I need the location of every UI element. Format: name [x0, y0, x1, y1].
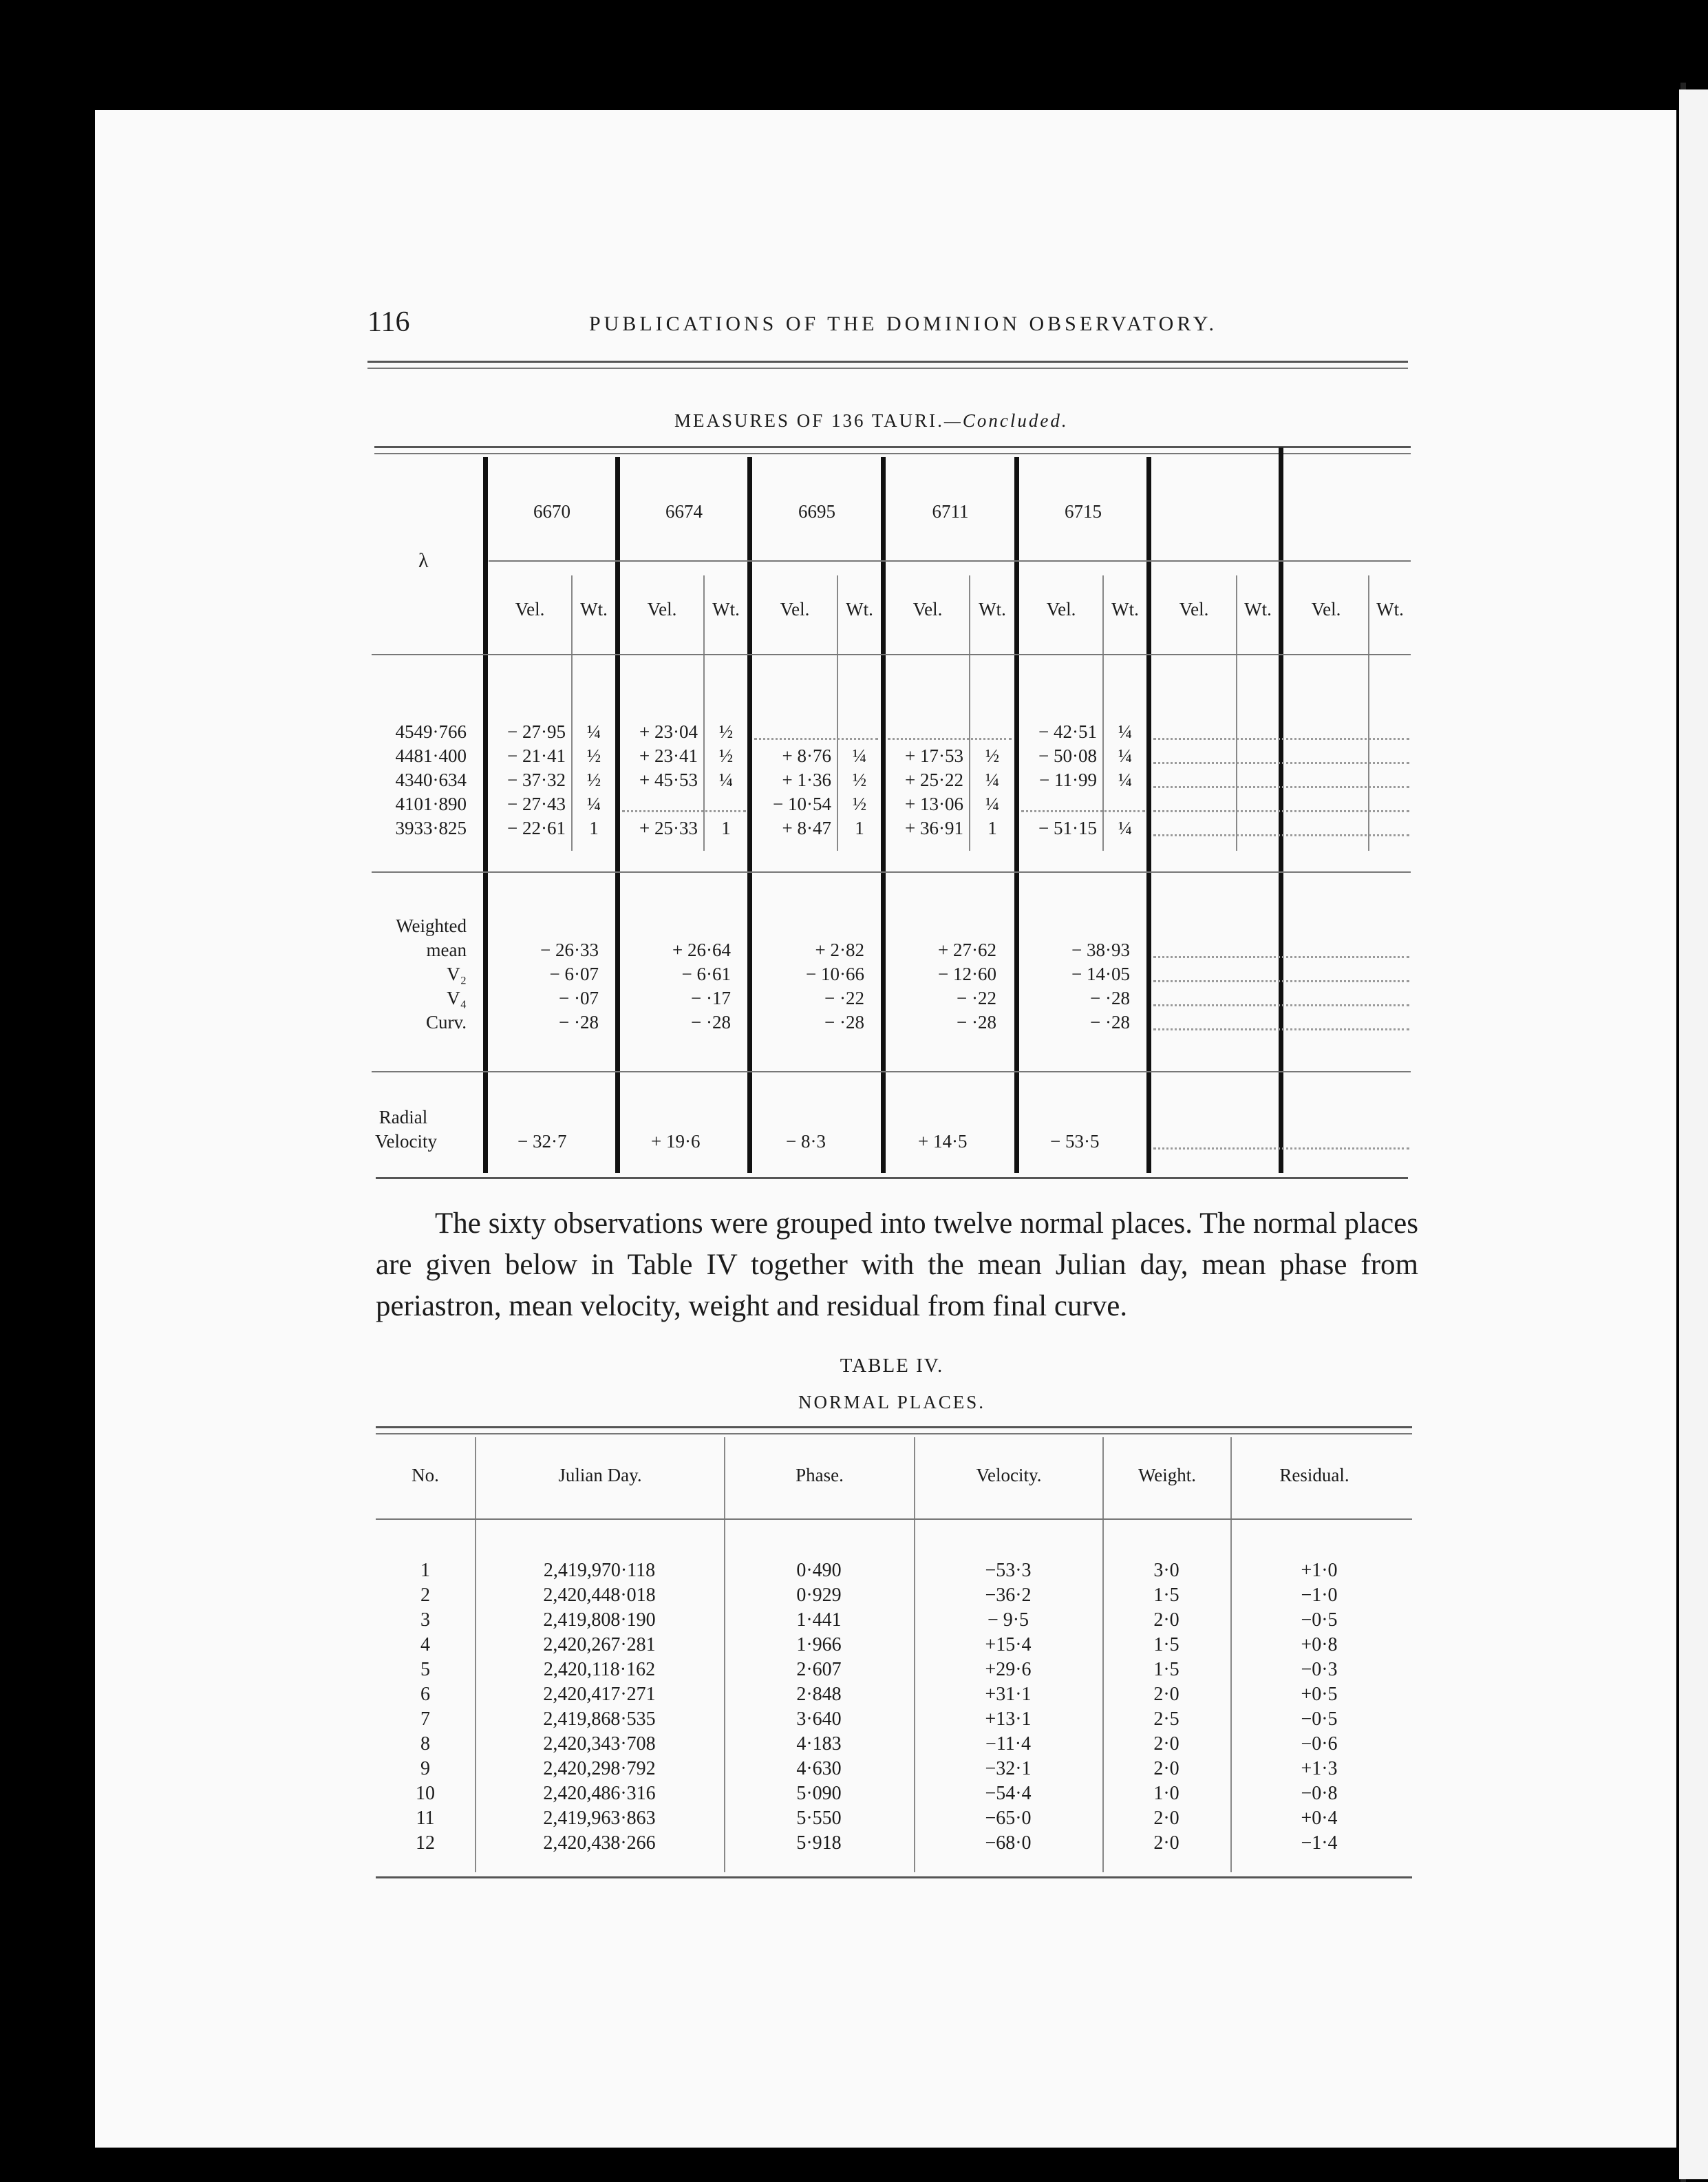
leader-dots	[1153, 786, 1409, 788]
weight-cell: 2·0	[1153, 1733, 1179, 1755]
wavelength: 4101·890	[395, 794, 467, 814]
leader-dots	[1153, 956, 1409, 958]
residual-cell: +0·5	[1301, 1684, 1338, 1705]
vel-value: − 22·61	[507, 818, 566, 838]
leader-dots	[1153, 1147, 1409, 1150]
measures-bottom-rule	[372, 871, 1411, 873]
lambda-label: λ	[418, 549, 429, 572]
leader-dots	[1153, 1028, 1409, 1030]
phase-cell: 0·490	[796, 1560, 842, 1581]
v2-value: − 14·05	[1071, 964, 1130, 984]
vel-value: + 25·22	[905, 770, 963, 790]
leader-dots	[1153, 834, 1409, 836]
row-number-cell: 2	[420, 1585, 430, 1606]
vel-value: + 36·91	[905, 818, 963, 838]
column-header: No.	[412, 1465, 439, 1485]
velocity-cell: −32·1	[985, 1758, 1032, 1779]
vel-value: − 11·99	[1039, 770, 1097, 790]
velocity-cell: +15·4	[985, 1634, 1032, 1655]
column-header: Julian Day.	[558, 1465, 642, 1485]
plate-number: 6715	[1065, 501, 1102, 522]
column-divider	[747, 457, 752, 1173]
header-inner-rule	[489, 560, 1411, 562]
row-number-cell: 10	[416, 1783, 435, 1804]
residual-cell: +0·4	[1301, 1808, 1338, 1829]
julian-day-cell: 2,419,963·863	[543, 1808, 656, 1829]
row-number-cell: 12	[416, 1832, 435, 1854]
weighted-mean-value: − 38·93	[1071, 940, 1130, 960]
wt-value: ½	[718, 721, 734, 742]
julian-day-cell: 2,420,343·708	[543, 1733, 656, 1755]
wt-header: Wt.	[979, 599, 1006, 619]
leader-dots	[1153, 738, 1409, 740]
v2-value: − 6·07	[549, 964, 599, 984]
residual-cell: −0·8	[1301, 1783, 1338, 1804]
vel-value: − 21·41	[507, 745, 566, 766]
v2-value: − 6·61	[681, 964, 731, 984]
v4-value: − ·22	[957, 988, 996, 1008]
column-header: Velocity.	[976, 1465, 1042, 1485]
phase-cell: 4·630	[796, 1758, 842, 1779]
wt-value: 1	[721, 818, 731, 838]
radial-velocity-value: − 32·7	[517, 1131, 567, 1152]
weight-cell: 2·0	[1153, 1832, 1179, 1854]
table-row	[376, 1757, 1408, 1781]
vel-value: − 42·51	[1038, 721, 1097, 742]
velocity-cell: −11·4	[985, 1733, 1032, 1755]
leader-dots	[1153, 762, 1409, 764]
normal-places-body	[376, 1558, 1408, 1856]
table-subtitle: NORMAL PLACES.	[798, 1392, 986, 1412]
wt-header: Wt.	[712, 599, 740, 619]
body-paragraph: The sixty observations were grouped into twelve normal places. The normal places are given below in Table IV together with the mean Julian day, mean phase from periastron, mean velocity, weight and residual from final curve.	[376, 1207, 1418, 1322]
julian-day-cell: 2,420,486·316	[543, 1783, 656, 1804]
header-rule	[367, 361, 1408, 363]
velocity-cell: −54·4	[985, 1783, 1032, 1804]
phase-cell: 3·640	[796, 1708, 842, 1730]
phase-cell: 5·550	[796, 1808, 842, 1829]
v4-value: − ·28	[1090, 988, 1130, 1008]
v2-value: − 12·60	[938, 964, 996, 984]
wt-value: 1	[855, 818, 864, 838]
phase-cell: 4·183	[796, 1733, 842, 1755]
summary-label: V₂	[447, 964, 467, 984]
residual-cell: −0·5	[1301, 1708, 1338, 1730]
julian-day-cell: 2,420,438·266	[543, 1832, 656, 1854]
velocity-cell: +31·1	[985, 1684, 1032, 1705]
wt-value: ¼	[985, 770, 1000, 790]
v2-value: − 10·66	[806, 964, 864, 984]
phase-cell: 2·848	[796, 1684, 842, 1705]
v4-value: − ·07	[559, 988, 599, 1008]
summary-label: Weighted	[396, 915, 467, 936]
curv-value: − ·28	[691, 1012, 731, 1032]
vel-value: + 13·06	[905, 794, 963, 814]
table-row	[376, 1657, 1408, 1682]
wt-value: ¼	[586, 794, 601, 814]
column-divider	[881, 457, 886, 1173]
leader-dots	[1153, 980, 1409, 982]
table-row	[376, 1633, 1408, 1657]
column-header: Residual.	[1279, 1465, 1349, 1485]
residual-cell: −0·6	[1301, 1733, 1338, 1755]
vel-value: + 17·53	[905, 745, 963, 766]
table-end-rule	[376, 1177, 1408, 1179]
wt-value: ½	[852, 794, 867, 814]
residual-cell: −1·4	[1301, 1832, 1338, 1854]
leader-dots	[1153, 1004, 1409, 1006]
table4-top-rule	[376, 1426, 1412, 1428]
wt-value: ¼	[1118, 745, 1133, 766]
table-row	[376, 1707, 1408, 1732]
wt-value: ¼	[1118, 721, 1133, 742]
weight-cell: 1·5	[1153, 1585, 1179, 1606]
column-divider	[615, 457, 620, 1173]
wt-value: ¼	[718, 770, 734, 790]
velocity-cell: +13·1	[985, 1708, 1032, 1730]
header-bottom-rule	[372, 654, 1411, 655]
running-title: PUBLICATIONS OF THE DOMINION OBSERVATORY.	[589, 313, 1217, 335]
phase-cell: 1·441	[796, 1609, 842, 1631]
vel-header: Vel.	[1046, 599, 1076, 619]
wt-header: Wt.	[846, 599, 873, 619]
leader-dots	[622, 810, 746, 812]
vel-value: − 27·95	[507, 721, 566, 742]
velocity-cell: −65·0	[985, 1808, 1032, 1829]
julian-day-cell: 2,420,417·271	[543, 1684, 656, 1705]
wt-value: ¼	[985, 794, 1000, 814]
vel-header: Vel.	[1311, 599, 1341, 619]
summary-label: V₄	[447, 988, 467, 1008]
residual-cell: −0·5	[1301, 1609, 1338, 1631]
wt-value: ½	[718, 745, 734, 766]
vel-value: + 1·36	[782, 770, 831, 790]
summary-label: mean	[426, 940, 467, 960]
row-number-cell: 6	[420, 1684, 430, 1705]
radial-velocity-value: − 8·3	[786, 1131, 826, 1152]
weighted-mean-value: + 27·62	[938, 940, 996, 960]
velocity-cell: − 9·5	[987, 1609, 1029, 1631]
weighted-mean-value: + 2·82	[815, 940, 864, 960]
wt-header: Wt.	[580, 599, 608, 619]
vel-value: + 8·47	[782, 818, 831, 838]
velocity-cell: −36·2	[985, 1585, 1032, 1606]
julian-day-cell: 2,419,868·535	[543, 1708, 656, 1730]
phase-cell: 2·607	[796, 1659, 842, 1680]
column-header: Weight.	[1138, 1465, 1197, 1485]
julian-day-cell: 2,419,808·190	[543, 1609, 656, 1631]
residual-cell: −0·3	[1301, 1659, 1338, 1680]
wt-value: ½	[586, 770, 601, 790]
wt-value: ¼	[1118, 770, 1133, 790]
row-number-cell: 11	[416, 1808, 435, 1829]
row-number-cell: 1	[420, 1560, 430, 1581]
curv-value: − ·28	[824, 1012, 864, 1032]
column-divider	[483, 457, 488, 1173]
leader-dots	[1153, 810, 1409, 812]
v4-value: − ·17	[691, 988, 731, 1008]
table4-top-rule-2	[376, 1433, 1412, 1434]
residual-cell: +1·3	[1301, 1758, 1338, 1779]
vel-header: Vel.	[780, 599, 810, 619]
vel-value: − 51·15	[1038, 818, 1097, 838]
table-top-rule-2	[374, 453, 1411, 454]
weight-cell: 2·0	[1153, 1684, 1179, 1705]
wt-value: ½	[586, 745, 601, 766]
wavelength: 4481·400	[395, 745, 467, 766]
table-row	[376, 1608, 1408, 1633]
velocity-cell: −68·0	[985, 1832, 1032, 1854]
leader-dots	[1021, 810, 1145, 812]
wt-value: ¼	[852, 745, 867, 766]
column-header: Phase.	[796, 1465, 844, 1485]
curv-value: − ·28	[957, 1012, 996, 1032]
row-number-cell: 7	[420, 1708, 430, 1730]
vel-value: − 50·08	[1038, 745, 1097, 766]
column-divider	[1146, 457, 1151, 1173]
v4-value: − ·22	[824, 988, 864, 1008]
table-row	[376, 1732, 1408, 1757]
curv-value: − ·28	[559, 1012, 599, 1032]
vel-value: + 25·33	[639, 818, 698, 838]
plate-number: 6674	[665, 501, 703, 522]
weight-cell: 2·0	[1153, 1808, 1179, 1829]
vel-value: + 8·76	[782, 745, 831, 766]
table-row	[376, 1806, 1408, 1831]
wt-value: ¼	[586, 721, 601, 742]
vel-header: Vel.	[1179, 599, 1209, 619]
row-number-cell: 8	[420, 1733, 430, 1755]
table-row	[376, 1831, 1408, 1856]
vel-value: − 37·32	[507, 770, 566, 790]
wt-value: ¼	[1118, 818, 1133, 838]
residual-cell: +1·0	[1301, 1560, 1338, 1581]
phase-cell: 5·090	[796, 1783, 842, 1804]
table-row	[376, 1583, 1408, 1608]
radial-label: Velocity	[375, 1131, 437, 1152]
julian-day-cell: 2,420,267·281	[543, 1634, 656, 1655]
row-number-cell: 5	[420, 1659, 430, 1680]
row-number-cell: 3	[420, 1609, 430, 1631]
julian-day-cell: 2,420,118·162	[543, 1659, 656, 1680]
measures-caption-suffix: —Concluded.	[943, 410, 1069, 431]
radial-velocity-value: + 14·5	[918, 1131, 968, 1152]
table-row	[376, 1781, 1408, 1806]
weight-cell: 2·0	[1153, 1758, 1179, 1779]
summary-bottom-rule	[372, 1071, 1411, 1072]
weight-cell: 1·5	[1153, 1659, 1179, 1680]
table4-header-rule	[376, 1518, 1412, 1520]
measures-caption	[674, 410, 1069, 432]
wt-value: 1	[988, 818, 997, 838]
weight-cell: 3·0	[1153, 1560, 1179, 1581]
row-number-cell: 9	[420, 1758, 430, 1779]
table4-bottom-rule	[376, 1876, 1412, 1878]
vel-value: − 27·43	[507, 794, 566, 814]
wt-value: 1	[589, 818, 599, 838]
julian-day-cell: 2,420,298·792	[543, 1758, 656, 1779]
wavelength: 4340·634	[395, 770, 467, 790]
wt-header: Wt.	[1244, 599, 1272, 619]
velocity-cell: −53·3	[985, 1560, 1032, 1581]
vel-value: + 45·53	[639, 770, 698, 790]
residual-cell: −1·0	[1301, 1585, 1338, 1606]
phase-cell: 0·929	[796, 1585, 842, 1606]
vel-value: + 23·41	[639, 745, 698, 766]
leader-dots	[888, 738, 1012, 740]
weight-cell: 1·0	[1153, 1783, 1179, 1804]
phase-cell: 1·966	[796, 1634, 842, 1655]
residual-cell: +0·8	[1301, 1634, 1338, 1655]
velocity-cell: +29·6	[985, 1659, 1032, 1680]
facing-page	[1679, 89, 1708, 2179]
wavelength: 4549·766	[395, 721, 467, 742]
normal-places-table	[376, 1558, 1408, 1856]
plate-number: 6670	[533, 501, 570, 522]
weight-cell: 2·0	[1153, 1609, 1179, 1631]
weighted-mean-value: − 26·33	[540, 940, 599, 960]
header-rule-2	[367, 368, 1408, 369]
leader-dots	[754, 738, 878, 740]
radial-velocity-value: + 19·6	[651, 1131, 701, 1152]
wt-header: Wt.	[1376, 599, 1404, 619]
wavelength: 3933·825	[395, 818, 467, 838]
vel-header: Vel.	[515, 599, 545, 619]
column-divider	[1014, 457, 1019, 1173]
measures-caption-main: MEASURES OF 136 TAURI.	[674, 410, 944, 431]
vel-header: Vel.	[647, 599, 677, 619]
weight-cell: 2·5	[1153, 1708, 1179, 1730]
table-top-rule	[374, 446, 1411, 448]
weight-cell: 1·5	[1153, 1634, 1179, 1655]
vel-header: Vel.	[912, 599, 943, 619]
julian-day-cell: 2,420,448·018	[543, 1585, 656, 1606]
plate-number: 6711	[932, 501, 969, 522]
radial-label: Radial	[378, 1107, 428, 1127]
weighted-mean-value: + 26·64	[672, 940, 731, 960]
page-number: 116	[367, 306, 410, 338]
curv-value: − ·28	[1090, 1012, 1130, 1032]
row-number-cell: 4	[420, 1634, 430, 1655]
summary-label: Curv.	[426, 1012, 467, 1032]
wt-value: ½	[852, 770, 867, 790]
vel-value: + 23·04	[639, 721, 698, 742]
radial-velocity-value: − 53·5	[1050, 1131, 1100, 1152]
julian-day-cell: 2,419,970·118	[543, 1560, 656, 1581]
vel-value: − 10·54	[773, 794, 831, 814]
phase-cell: 5·918	[796, 1832, 842, 1854]
wt-header: Wt.	[1111, 599, 1139, 619]
table-row	[376, 1558, 1408, 1583]
table-title: TABLE IV.	[840, 1355, 944, 1377]
table-row	[376, 1682, 1408, 1707]
wt-value: ½	[985, 745, 1000, 766]
plate-number: 6695	[798, 501, 835, 522]
